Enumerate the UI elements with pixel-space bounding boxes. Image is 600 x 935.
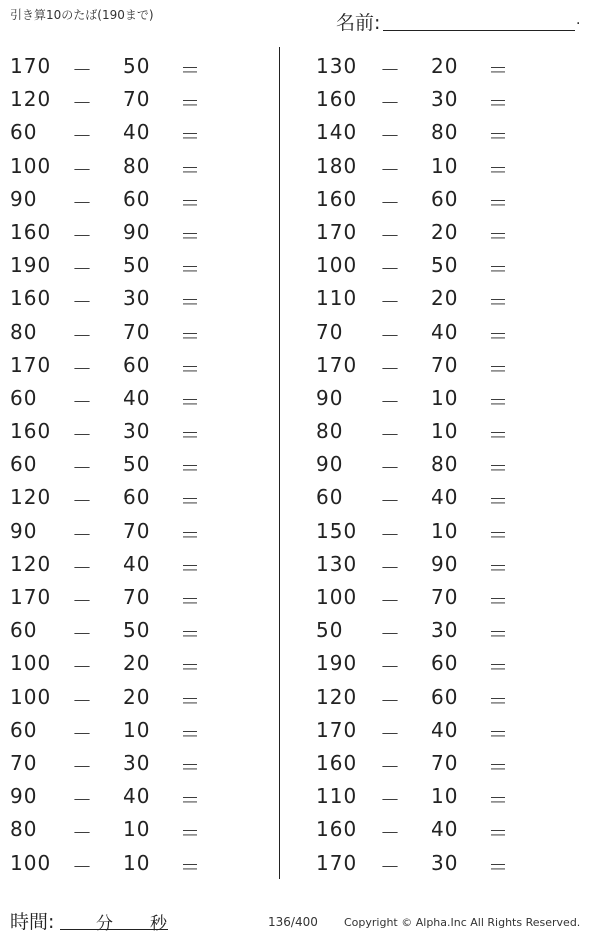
- minus-sign: －: [72, 721, 93, 746]
- minuend: 170: [316, 352, 358, 377]
- minuend: 100: [10, 153, 52, 178]
- minuend: 150: [316, 518, 358, 543]
- minuend: 60: [10, 385, 38, 410]
- equals-sign: ＝: [180, 223, 201, 248]
- equals-sign: ＝: [180, 655, 201, 680]
- equals-sign: ＝: [180, 257, 201, 282]
- minuend: 160: [10, 419, 52, 444]
- minuend: 160: [316, 87, 358, 112]
- minuend: 100: [316, 253, 358, 278]
- equals-sign: ＝: [488, 190, 509, 215]
- equals-sign: ＝: [180, 622, 201, 647]
- subtrahend: 20: [123, 684, 151, 709]
- minuend: 120: [10, 485, 52, 510]
- minutes-label: 分: [96, 914, 113, 934]
- minuend: 160: [10, 219, 52, 244]
- subtrahend: 70: [123, 585, 151, 609]
- subtrahend: 70: [123, 87, 151, 112]
- subtrahend: 80: [123, 153, 151, 178]
- minus-sign: －: [380, 389, 401, 414]
- equals-sign: ＝: [180, 389, 201, 414]
- minus-sign: －: [380, 257, 401, 282]
- minus-sign: －: [72, 622, 93, 647]
- minuend: 80: [316, 419, 344, 444]
- subtrahend: 50: [123, 618, 151, 643]
- minuend: 160: [316, 817, 358, 842]
- minus-sign: －: [72, 754, 93, 779]
- minuend: 180: [316, 153, 358, 178]
- equals-sign: ＝: [488, 622, 509, 647]
- minuend: 60: [316, 485, 344, 510]
- page-number: 136/400: [268, 915, 318, 929]
- minus-sign: －: [380, 323, 401, 348]
- subtrahend: 60: [431, 186, 459, 211]
- equals-sign: ＝: [488, 58, 509, 82]
- minuend: 190: [10, 253, 52, 278]
- subtrahend: 60: [123, 485, 151, 510]
- equals-sign: ＝: [488, 821, 509, 846]
- minuend: 80: [10, 319, 38, 344]
- minuend: 100: [10, 850, 52, 875]
- minus-sign: －: [72, 423, 93, 448]
- minus-sign: －: [380, 157, 401, 182]
- minus-sign: －: [72, 854, 93, 879]
- equals-sign: ＝: [488, 456, 509, 481]
- subtrahend: 60: [123, 186, 151, 211]
- minus-sign: －: [72, 356, 93, 381]
- minus-sign: －: [380, 91, 401, 116]
- minus-sign: －: [380, 356, 401, 381]
- minus-sign: －: [72, 323, 93, 348]
- name-label: 名前:: [336, 12, 381, 34]
- equals-sign: ＝: [488, 655, 509, 680]
- equals-sign: ＝: [180, 190, 201, 215]
- subtrahend: 90: [431, 551, 459, 576]
- minus-sign: －: [380, 124, 401, 149]
- equals-sign: ＝: [488, 688, 509, 713]
- equals-sign: ＝: [180, 456, 201, 481]
- minuend: 100: [316, 585, 358, 609]
- minuend: 120: [10, 87, 52, 112]
- worksheet-title: 引き算10のたば(190まで): [10, 8, 154, 22]
- subtrahend: 50: [123, 54, 151, 78]
- minuend: 160: [316, 750, 358, 775]
- minuend: 90: [10, 186, 38, 211]
- minuend: 60: [10, 120, 38, 145]
- subtrahend: 20: [431, 54, 459, 78]
- minuend: 110: [316, 286, 358, 311]
- subtrahend: 60: [431, 684, 459, 709]
- name-field-end: .: [576, 12, 581, 28]
- minuend: 60: [10, 717, 38, 742]
- seconds-label: 秒: [150, 914, 167, 934]
- minuend: 90: [10, 784, 38, 809]
- equals-sign: ＝: [488, 754, 509, 779]
- time-label: 時間:: [10, 911, 55, 933]
- subtrahend: 10: [123, 850, 151, 875]
- minuend: 130: [316, 551, 358, 576]
- minuend: 120: [316, 684, 358, 709]
- name-field-line[interactable]: [383, 30, 575, 31]
- equals-sign: ＝: [488, 555, 509, 580]
- minuend: 90: [10, 518, 38, 543]
- subtrahend: 10: [431, 385, 459, 410]
- minus-sign: －: [72, 223, 93, 248]
- subtrahend: 40: [431, 817, 459, 842]
- minus-sign: －: [380, 58, 401, 82]
- minus-sign: －: [380, 854, 401, 879]
- equals-sign: ＝: [180, 423, 201, 448]
- subtrahend: 40: [123, 120, 151, 145]
- subtrahend: 50: [123, 253, 151, 278]
- subtrahend: 90: [123, 219, 151, 244]
- equals-sign: ＝: [488, 223, 509, 248]
- equals-sign: ＝: [180, 522, 201, 547]
- subtrahend: 80: [431, 452, 459, 477]
- minus-sign: －: [72, 58, 93, 82]
- subtrahend: 30: [431, 618, 459, 643]
- equals-sign: ＝: [180, 323, 201, 348]
- minus-sign: －: [72, 389, 93, 414]
- equals-sign: ＝: [180, 489, 201, 514]
- equals-sign: ＝: [488, 356, 509, 381]
- minus-sign: －: [72, 555, 93, 580]
- minus-sign: －: [72, 655, 93, 680]
- subtrahend: 40: [431, 485, 459, 510]
- minus-sign: －: [72, 257, 93, 282]
- minus-sign: －: [72, 788, 93, 813]
- equals-sign: ＝: [180, 124, 201, 149]
- column-divider: [279, 47, 280, 879]
- subtrahend: 50: [123, 452, 151, 477]
- subtrahend: 20: [431, 286, 459, 311]
- equals-sign: ＝: [180, 854, 201, 879]
- equals-sign: ＝: [180, 356, 201, 381]
- subtrahend: 60: [431, 651, 459, 676]
- minus-sign: －: [72, 91, 93, 116]
- minus-sign: －: [380, 489, 401, 514]
- equals-sign: ＝: [488, 522, 509, 547]
- equals-sign: ＝: [488, 257, 509, 282]
- subtrahend: 10: [123, 717, 151, 742]
- copyright-text: Copyright © Alpha.Inc All Rights Reserved.: [344, 916, 581, 929]
- equals-sign: ＝: [488, 854, 509, 879]
- equals-sign: ＝: [488, 423, 509, 448]
- equals-sign: ＝: [180, 721, 201, 746]
- minus-sign: －: [380, 721, 401, 746]
- minuend: 170: [10, 54, 52, 78]
- equals-sign: ＝: [488, 489, 509, 514]
- minuend: 120: [10, 551, 52, 576]
- minuend: 170: [316, 850, 358, 875]
- subtrahend: 40: [123, 551, 151, 576]
- equals-sign: ＝: [180, 754, 201, 779]
- equals-sign: ＝: [180, 91, 201, 116]
- subtrahend: 40: [123, 385, 151, 410]
- minus-sign: －: [380, 688, 401, 713]
- minus-sign: －: [72, 190, 93, 215]
- equals-sign: ＝: [488, 290, 509, 315]
- subtrahend: 30: [123, 286, 151, 311]
- equals-sign: ＝: [488, 91, 509, 116]
- minus-sign: －: [72, 688, 93, 713]
- minuend: 80: [10, 817, 38, 842]
- minus-sign: －: [380, 522, 401, 547]
- subtrahend: 10: [431, 784, 459, 809]
- minuend: 130: [316, 54, 358, 78]
- minus-sign: －: [72, 290, 93, 315]
- minuend: 160: [10, 286, 52, 311]
- minus-sign: －: [72, 157, 93, 182]
- minus-sign: －: [72, 821, 93, 846]
- minuend: 140: [316, 120, 358, 145]
- minus-sign: －: [72, 489, 93, 514]
- equals-sign: ＝: [488, 124, 509, 149]
- minus-sign: －: [380, 589, 401, 613]
- subtrahend: 70: [431, 352, 459, 377]
- subtrahend: 30: [123, 419, 151, 444]
- minus-sign: －: [72, 589, 93, 613]
- minus-sign: －: [380, 290, 401, 315]
- minus-sign: －: [380, 788, 401, 813]
- minuend: 70: [10, 750, 38, 775]
- equals-sign: ＝: [488, 721, 509, 746]
- minuend: 60: [10, 452, 38, 477]
- minuend: 50: [316, 618, 344, 643]
- minus-sign: －: [380, 622, 401, 647]
- subtrahend: 50: [431, 253, 459, 278]
- minuend: 170: [10, 585, 52, 609]
- subtrahend: 70: [431, 750, 459, 775]
- equals-sign: ＝: [488, 389, 509, 414]
- minus-sign: －: [72, 456, 93, 481]
- subtrahend: 40: [123, 784, 151, 809]
- minuend: 170: [316, 717, 358, 742]
- subtrahend: 70: [431, 585, 459, 609]
- minuend: 60: [10, 618, 38, 643]
- minus-sign: －: [72, 522, 93, 547]
- subtrahend: 30: [431, 87, 459, 112]
- subtrahend: 40: [431, 319, 459, 344]
- minus-sign: －: [380, 423, 401, 448]
- minus-sign: －: [72, 124, 93, 149]
- equals-sign: ＝: [180, 688, 201, 713]
- subtrahend: 80: [431, 120, 459, 145]
- minus-sign: －: [380, 754, 401, 779]
- equals-sign: ＝: [488, 788, 509, 813]
- minus-sign: －: [380, 655, 401, 680]
- minuend: 110: [316, 784, 358, 809]
- subtrahend: 40: [431, 717, 459, 742]
- minuend: 70: [316, 319, 344, 344]
- subtrahend: 10: [431, 153, 459, 178]
- minuend: 190: [316, 651, 358, 676]
- minuend: 100: [10, 684, 52, 709]
- subtrahend: 10: [123, 817, 151, 842]
- minus-sign: －: [380, 223, 401, 248]
- equals-sign: ＝: [180, 58, 201, 82]
- subtrahend: 10: [431, 419, 459, 444]
- minus-sign: －: [380, 555, 401, 580]
- equals-sign: ＝: [488, 323, 509, 348]
- equals-sign: ＝: [488, 157, 509, 182]
- equals-sign: ＝: [180, 555, 201, 580]
- minuend: 90: [316, 385, 344, 410]
- subtrahend: 60: [123, 352, 151, 377]
- equals-sign: ＝: [180, 157, 201, 182]
- minus-sign: －: [380, 190, 401, 215]
- minuend: 160: [316, 186, 358, 211]
- subtrahend: 70: [123, 319, 151, 344]
- equals-sign: ＝: [488, 589, 509, 613]
- minus-sign: －: [380, 821, 401, 846]
- subtrahend: 20: [431, 219, 459, 244]
- minuend: 170: [316, 219, 358, 244]
- equals-sign: ＝: [180, 788, 201, 813]
- equals-sign: ＝: [180, 821, 201, 846]
- equals-sign: ＝: [180, 589, 201, 613]
- subtrahend: 30: [431, 850, 459, 875]
- minuend: 90: [316, 452, 344, 477]
- minuend: 170: [10, 352, 52, 377]
- subtrahend: 30: [123, 750, 151, 775]
- subtrahend: 70: [123, 518, 151, 543]
- subtrahend: 20: [123, 651, 151, 676]
- minus-sign: －: [380, 456, 401, 481]
- minuend: 100: [10, 651, 52, 676]
- equals-sign: ＝: [180, 290, 201, 315]
- subtrahend: 10: [431, 518, 459, 543]
